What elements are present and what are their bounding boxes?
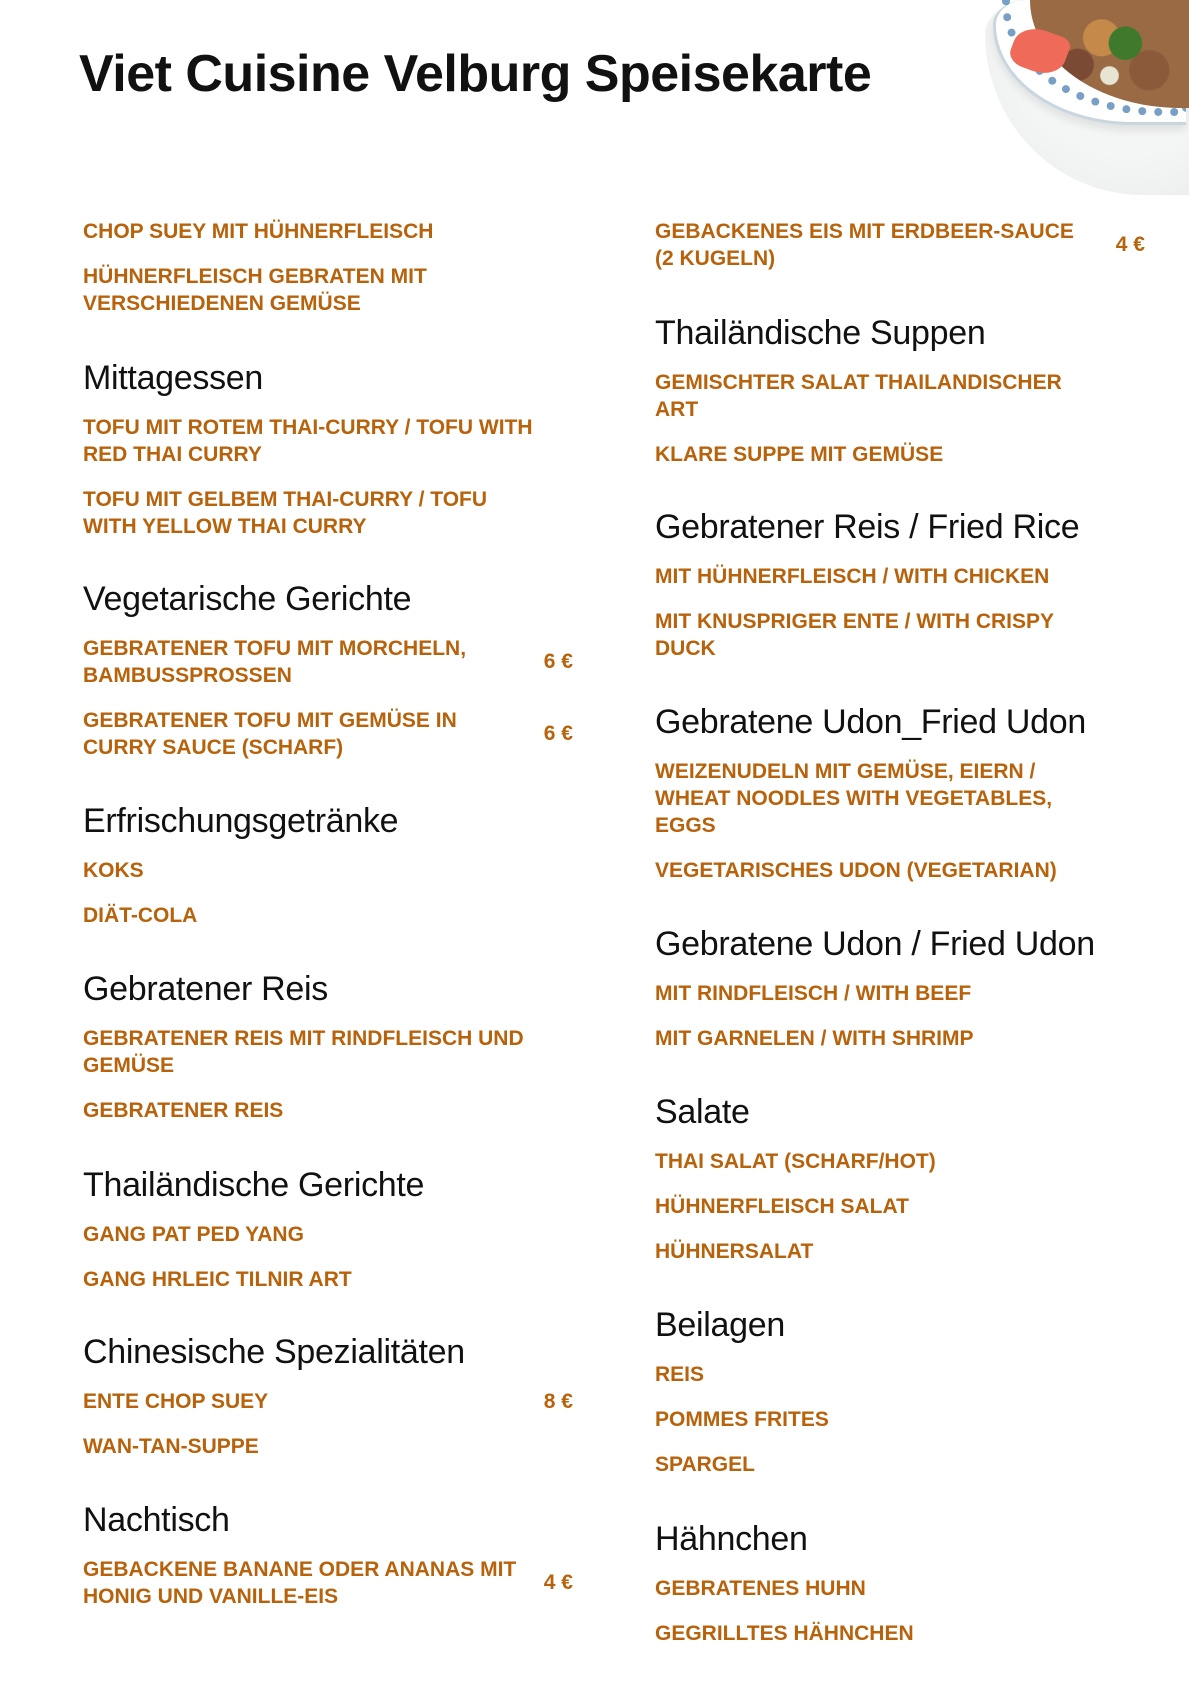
- menu-section: [83, 1332, 573, 1478]
- menu-section: [83, 801, 573, 947]
- menu-item: [655, 218, 1145, 272]
- menu-item: [83, 857, 573, 884]
- menu-item-name: DIÄT-COLA: [83, 904, 198, 927]
- menu-item-name: GEMISCHTER SALAT THAILANDISCHER ART: [655, 371, 1062, 421]
- menu-item-name: HÜHNERFLEISCH GEBRATEN MIT VERSCHIEDENEN GEMÜSE: [83, 265, 427, 315]
- menu-item: [655, 1193, 1145, 1220]
- page-title: Viet Cuisine Velburg Speisekarte: [79, 45, 872, 103]
- menu-item: [655, 1025, 1145, 1052]
- section-heading: Thailändische Suppen: [655, 314, 986, 352]
- section-heading: Hähnchen: [655, 1520, 808, 1558]
- menu-section: [83, 969, 573, 1142]
- section-heading: Mittagessen: [83, 359, 264, 397]
- menu-item: [83, 1388, 573, 1415]
- menu-section: [83, 579, 573, 779]
- section-heading: Gebratener Reis / Fried Rice: [655, 508, 1080, 546]
- menu-item: [83, 902, 573, 929]
- menu-section: [655, 507, 1145, 680]
- menu-section: [655, 702, 1145, 902]
- menu-item-name: GEGRILLTES HÄHNCHEN: [655, 1622, 914, 1645]
- menu-item-name: MIT HÜHNERFLEISCH / WITH CHICKEN: [655, 565, 1050, 588]
- section-heading: Gebratene Udon_Fried Udon: [655, 703, 1086, 741]
- menu-item-name: CHOP SUEY MIT HÜHNERFLEISCH: [83, 220, 434, 243]
- menu-item-name: GEBRATENER TOFU MIT GEMÜSE IN CURRY SAUCE (SCHARF): [83, 709, 457, 759]
- menu-item-name: WAN-TAN-SUPPE: [83, 1435, 259, 1458]
- menu-item: [655, 1361, 1145, 1388]
- menu-item-name: GEBACKENE BANANE ODER ANANAS MIT HONIG UND VANILLE-EIS: [83, 1558, 517, 1608]
- menu-section: [655, 1092, 1145, 1283]
- menu-item-price: 6 €: [543, 650, 573, 673]
- menu-item-name: SPARGEL: [655, 1453, 755, 1476]
- menu-item: [83, 414, 573, 468]
- menu-item-name: REIS: [655, 1363, 705, 1386]
- menu-item: [655, 608, 1145, 662]
- menu-section: [655, 1519, 1145, 1665]
- menu-item: [655, 369, 1145, 423]
- menu-item: [655, 980, 1145, 1007]
- menu-item-name: GEBRATENES HUHN: [655, 1577, 866, 1600]
- section-heading: Salate: [655, 1093, 750, 1131]
- menu-item-price: 4 €: [1115, 233, 1145, 256]
- menu-item-name: MIT GARNELEN / WITH SHRIMP: [655, 1027, 974, 1050]
- menu-item-name: ENTE CHOP SUEY: [83, 1390, 269, 1413]
- section-heading: Beilagen: [655, 1306, 785, 1344]
- section-heading: Chinesische Spezialitäten: [83, 1333, 465, 1371]
- menu-item: [655, 1451, 1145, 1478]
- menu-item: [83, 1097, 573, 1124]
- menu-section: [83, 218, 573, 335]
- menu-item: [655, 857, 1145, 884]
- section-heading: Nachtisch: [83, 1501, 230, 1539]
- menu-section: [83, 1500, 573, 1628]
- menu-item: [83, 1025, 573, 1079]
- menu-item: [83, 1556, 573, 1610]
- menu-item-price: 8 €: [543, 1389, 573, 1413]
- menu-item: [655, 1238, 1145, 1265]
- menu-item-name: VEGETARISCHES UDON (VEGETARIAN): [655, 859, 1057, 882]
- menu-item: [655, 441, 1145, 468]
- menu-section: [655, 218, 1145, 290]
- menu-item-name: TOFU MIT GELBEM THAI-CURRY / TOFU WITH YELLOW THAI CURRY: [83, 488, 488, 538]
- menu-item: [83, 635, 573, 689]
- menu-section: [83, 358, 573, 558]
- menu-item: [83, 707, 573, 761]
- section-heading: Thailändische Gerichte: [83, 1166, 425, 1204]
- menu-item: [83, 1221, 573, 1248]
- menu-item-name: MIT KNUSPRIGER ENTE / WITH CRISPY DUCK: [655, 610, 1054, 660]
- menu-item-name: GEBACKENES EIS MIT ERDBEER-SAUCE (2 KUGELN): [655, 220, 1074, 270]
- menu-section: [655, 313, 1145, 486]
- menu-item-name: THAI SALAT (SCHARF/HOT): [655, 1150, 936, 1173]
- menu-item: [655, 1406, 1145, 1433]
- menu-item: [83, 486, 573, 540]
- section-heading: Erfrischungsgetränke: [83, 802, 399, 840]
- menu-item: [655, 1148, 1145, 1175]
- menu-section: [655, 1305, 1145, 1496]
- menu-section: [83, 1165, 573, 1311]
- menu-item: [83, 1266, 573, 1293]
- menu-item: [83, 263, 573, 317]
- menu-item: [655, 1575, 1145, 1602]
- menu-item: [655, 563, 1145, 590]
- menu-item-name: GEBRATENER REIS: [83, 1099, 284, 1122]
- menu-item: [655, 758, 1145, 839]
- menu-item-name: GEBRATENER TOFU MIT MORCHELN, BAMBUSSPROSSEN: [83, 637, 467, 687]
- menu-item: [83, 1433, 573, 1460]
- menu-item-name: KOKS: [83, 859, 144, 882]
- menu-item-name: HÜHNERSALAT: [655, 1240, 814, 1263]
- menu-section: [655, 924, 1145, 1070]
- menu-item-name: GEBRATENER REIS MIT RINDFLEISCH UND GEMÜSE: [83, 1027, 524, 1077]
- menu-item-name: WEIZENUDELN MIT GEMÜSE, EIERN / WHEAT NOODLES WITH VEGETABLES, EGGS: [655, 760, 1053, 837]
- menu-item-name: POMMES FRITES: [655, 1408, 829, 1431]
- menu-item-name: KLARE SUPPE MIT GEMÜSE: [655, 443, 944, 466]
- menu-item-name: HÜHNERFLEISCH SALAT: [655, 1195, 909, 1218]
- menu-item: [83, 218, 573, 245]
- menu-item-name: GANG PAT PED YANG: [83, 1223, 304, 1246]
- menu-item-price: 4 €: [543, 1571, 573, 1594]
- section-heading: Gebratene Udon / Fried Udon: [655, 925, 1095, 963]
- menu-item-name: TOFU MIT ROTEM THAI-CURRY / TOFU WITH RED THAI CURRY: [83, 416, 533, 466]
- section-heading: Gebratener Reis: [83, 970, 328, 1008]
- menu-item-price: 6 €: [543, 722, 573, 745]
- menu-item: [655, 1620, 1145, 1647]
- menu-item-name: GANG HRLEIC TILNIR ART: [83, 1268, 352, 1291]
- menu-item-name: MIT RINDFLEISCH / WITH BEEF: [655, 982, 972, 1005]
- section-heading: Vegetarische Gerichte: [83, 580, 412, 618]
